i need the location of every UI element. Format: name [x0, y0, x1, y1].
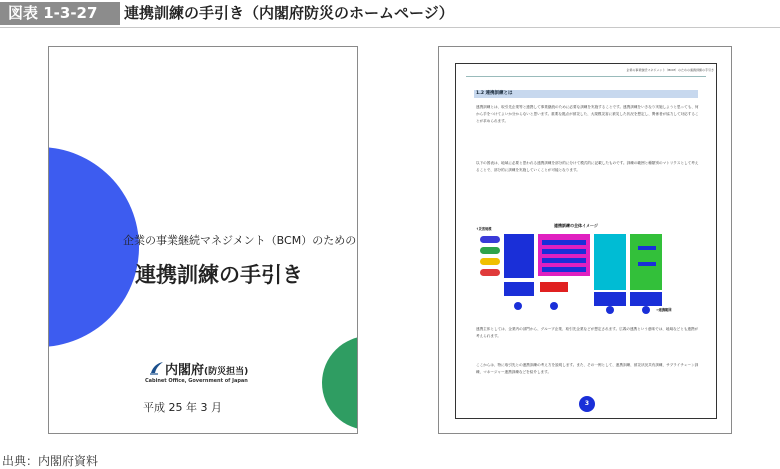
cover-org-english: Cabinet Office, Government of Japan — [145, 378, 248, 384]
page-number: 3 — [579, 396, 595, 412]
inner-page — [438, 46, 732, 434]
paragraph-1: 連携訓練とは、取引先企業等と連携して事業継続のために必要な訓練を実施することです。連携訓練をいきなり実施しようと思っても、何から手をつけてよいか分からないと思います。重要な拠点が被災した、大規模災害に被災した状況を想定し、関係者が協力して対応することが求められます。 — [476, 105, 699, 124]
org-dept: (防災担当) — [204, 367, 249, 377]
diagram-title: 連携訓練の全体イメージ — [554, 223, 598, 228]
cabinet-office-logo-icon — [149, 361, 165, 375]
org-name: 内閣府 — [165, 363, 205, 378]
cover-date: 平成 25 年 3 月 — [143, 401, 222, 414]
cover-subtitle: 企業の事業継続マネジメント（BCM）のための — [123, 234, 357, 247]
cover-org — [165, 359, 248, 378]
source-note: 出典：内閣府資料 — [2, 454, 99, 468]
figure-title: 連携訓練の手引き（内閣府防災のホームページ） — [124, 4, 454, 22]
cover-title: 連携訓練の手引き — [135, 263, 303, 287]
paragraph-3: 連携主体としては、企業内の部門から、グループ企業、取引先企業などが想定されます。広義の連携という意味では、地域などとも連携が考えられます。 — [476, 327, 699, 339]
header-rule — [466, 76, 706, 77]
paragraph-4: ここからは、特に取引先との連携訓練の考え方を説明します。また、その一例として、連携訓練、被災状況共有訓練、サプライチェーン訓練、マネージャー連携訓練などを紹介します。 — [476, 363, 699, 375]
diagram-axis-label: ↑災害規模 — [476, 227, 492, 231]
paragraph-2: 以下の図表は、地域に必要と思われる連携訓練を部分的に分けて模式的に記載したものです。訓練の範囲と種類別のマトリクスとして考えることで、部分的に訓練を実施していくことが可能となります。 — [476, 161, 699, 173]
section-title: 1.2 連携訓練とは — [476, 91, 513, 96]
diagram-bottom-label: →連携範囲 — [656, 308, 672, 312]
figure-header — [0, 0, 780, 28]
green-arc — [322, 336, 358, 430]
cover-page — [48, 46, 358, 434]
figure-label: 図表 1-3-27 — [0, 2, 120, 25]
inner-page-frame — [455, 63, 717, 419]
running-header: 企業の事業継続マネジメント（BCM）のための連携訓練の手引き — [626, 68, 714, 72]
training-diagram — [456, 232, 717, 322]
